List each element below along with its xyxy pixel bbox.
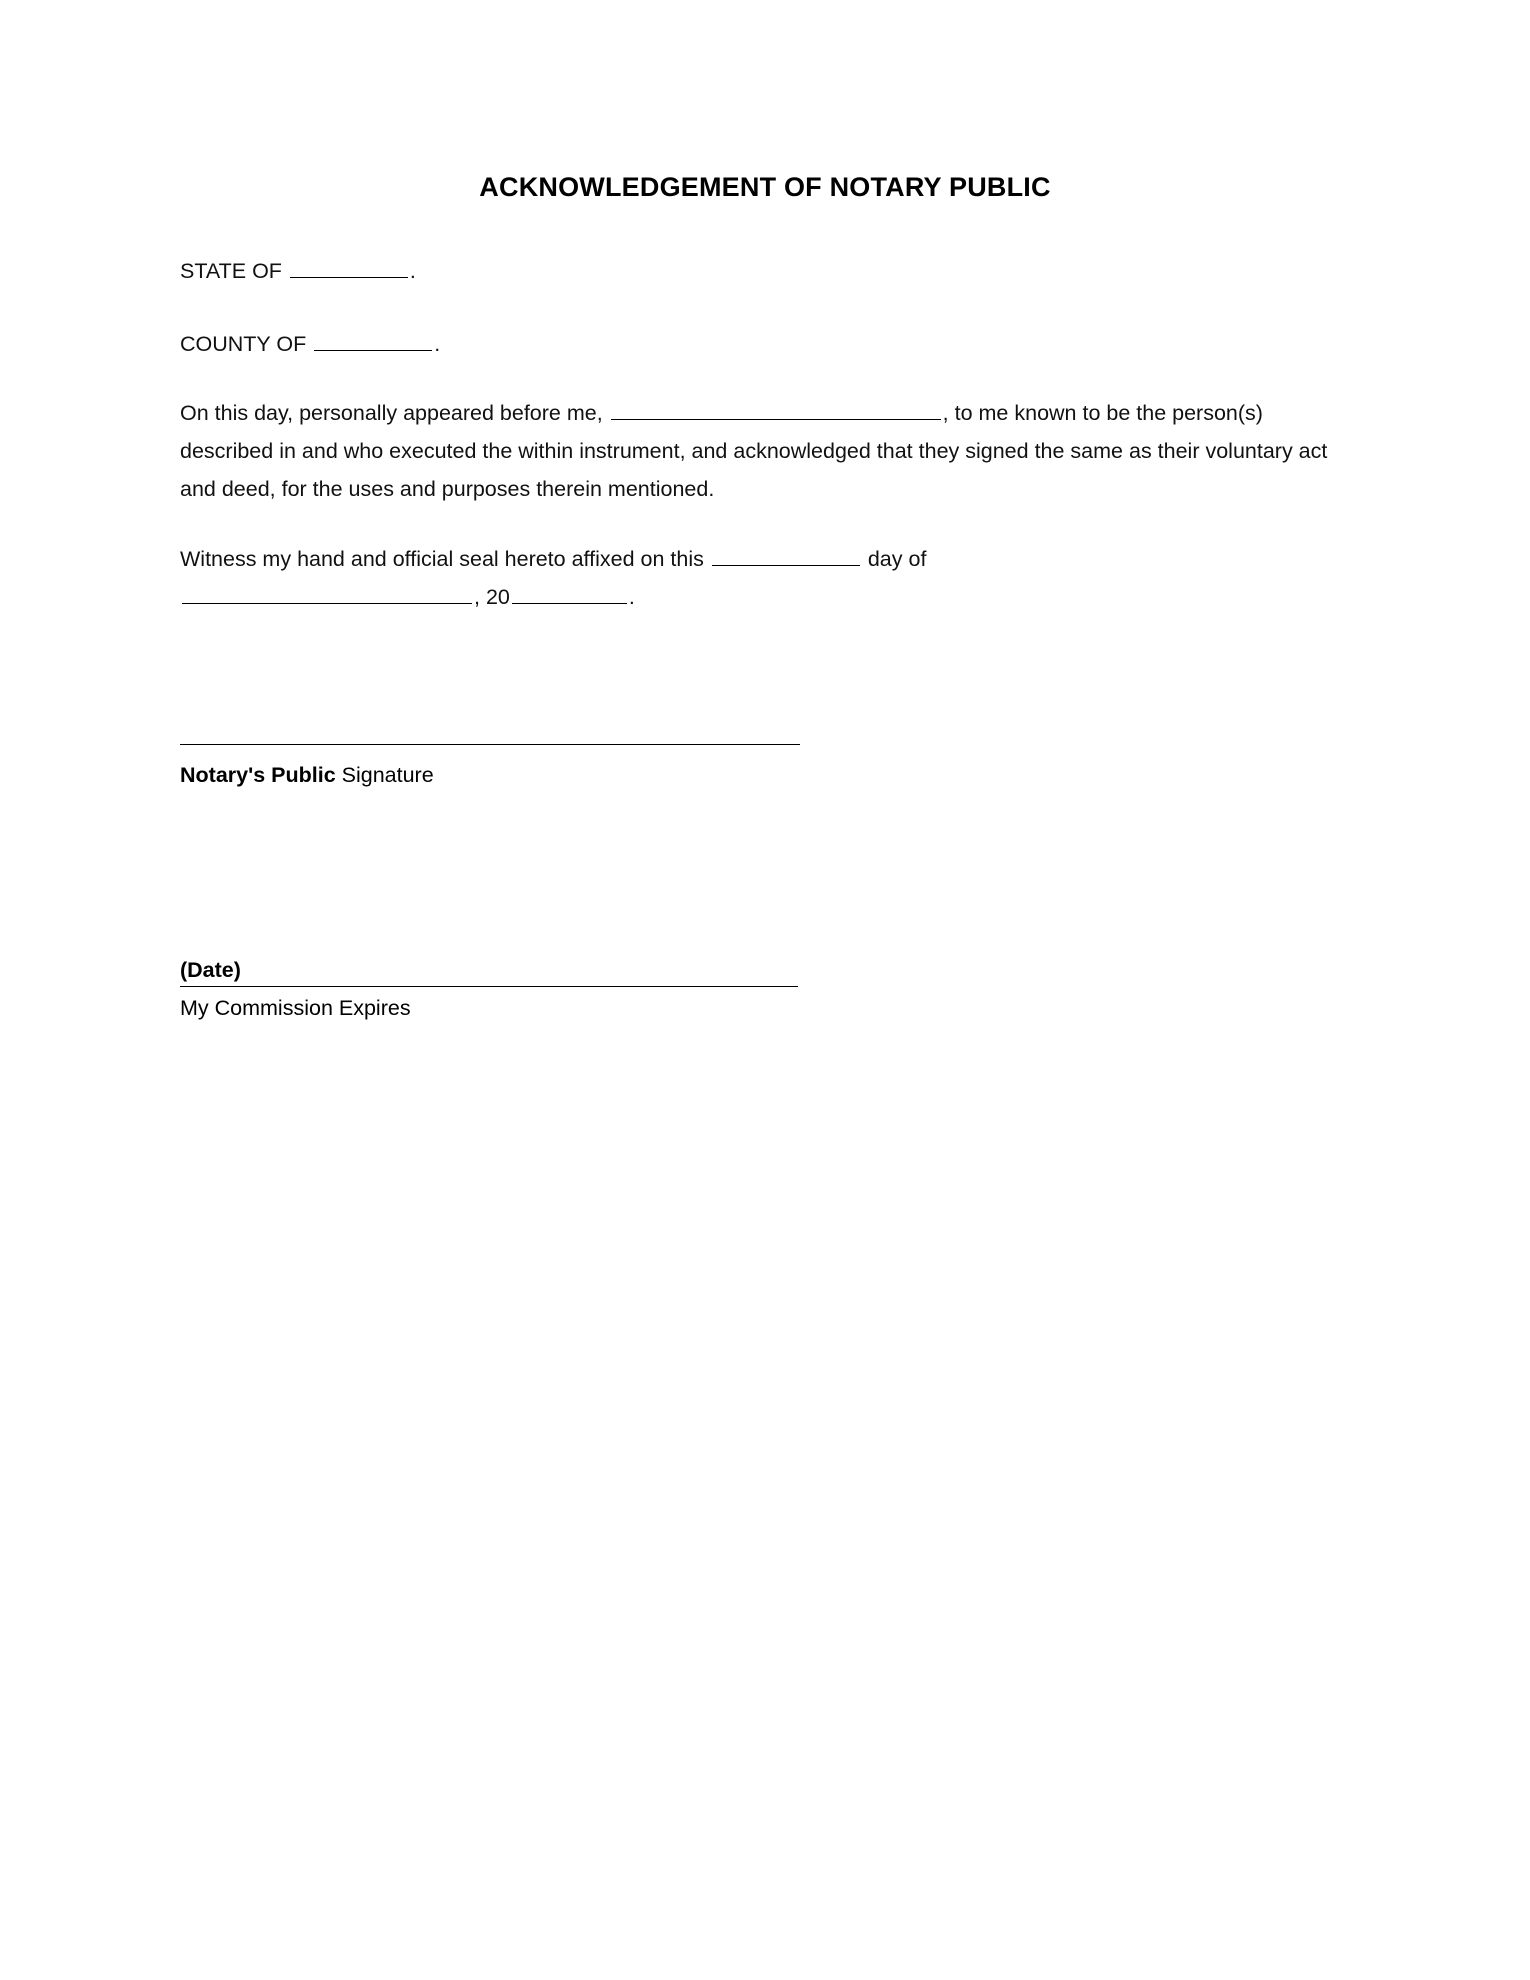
witness-year-input[interactable] [512,584,627,604]
witness-text-part3: , 20 [474,585,510,609]
state-of-line [180,252,1320,290]
county-of-period: . [434,332,441,356]
county-of-line [180,325,1320,363]
witness-day-input[interactable] [712,546,860,566]
appearer-name-input[interactable] [611,400,941,420]
notary-signature-caption [180,760,434,790]
witness-paragraph [180,540,1330,616]
commission-date-line[interactable] [180,986,798,987]
notary-signature-caption-bold: Notary's Public [180,763,336,787]
state-of-label: STATE OF [180,259,282,283]
date-caption: (Date) [180,958,241,982]
state-of-period: . [409,259,416,283]
appearance-text-part2: , to me known to be the person(s) described in and who executed the within instrument, and acknowledged that they signed the same as their voluntary act and deed, for the uses and purposes therein mentioned. [180,401,1328,501]
county-of-label: COUNTY OF [180,332,307,356]
witness-text-part4: . [628,585,635,609]
county-of-input[interactable] [314,331,432,351]
witness-month-input[interactable] [182,584,472,604]
notary-signature-caption-rest: Signature [335,763,434,787]
witness-text-part2: day of [867,547,927,571]
appearance-text-part1: On this day, personally appeared before me, [180,401,603,425]
commission-expires-caption: My Commission Expires [180,996,411,1020]
page-title: ACKNOWLEDGEMENT OF NOTARY PUBLIC [479,172,1051,202]
appearance-paragraph [180,394,1330,508]
notary-signature-line[interactable] [180,744,800,745]
witness-text-part1: Witness my hand and official seal hereto affixed on this [180,547,704,571]
state-of-input[interactable] [290,258,408,278]
